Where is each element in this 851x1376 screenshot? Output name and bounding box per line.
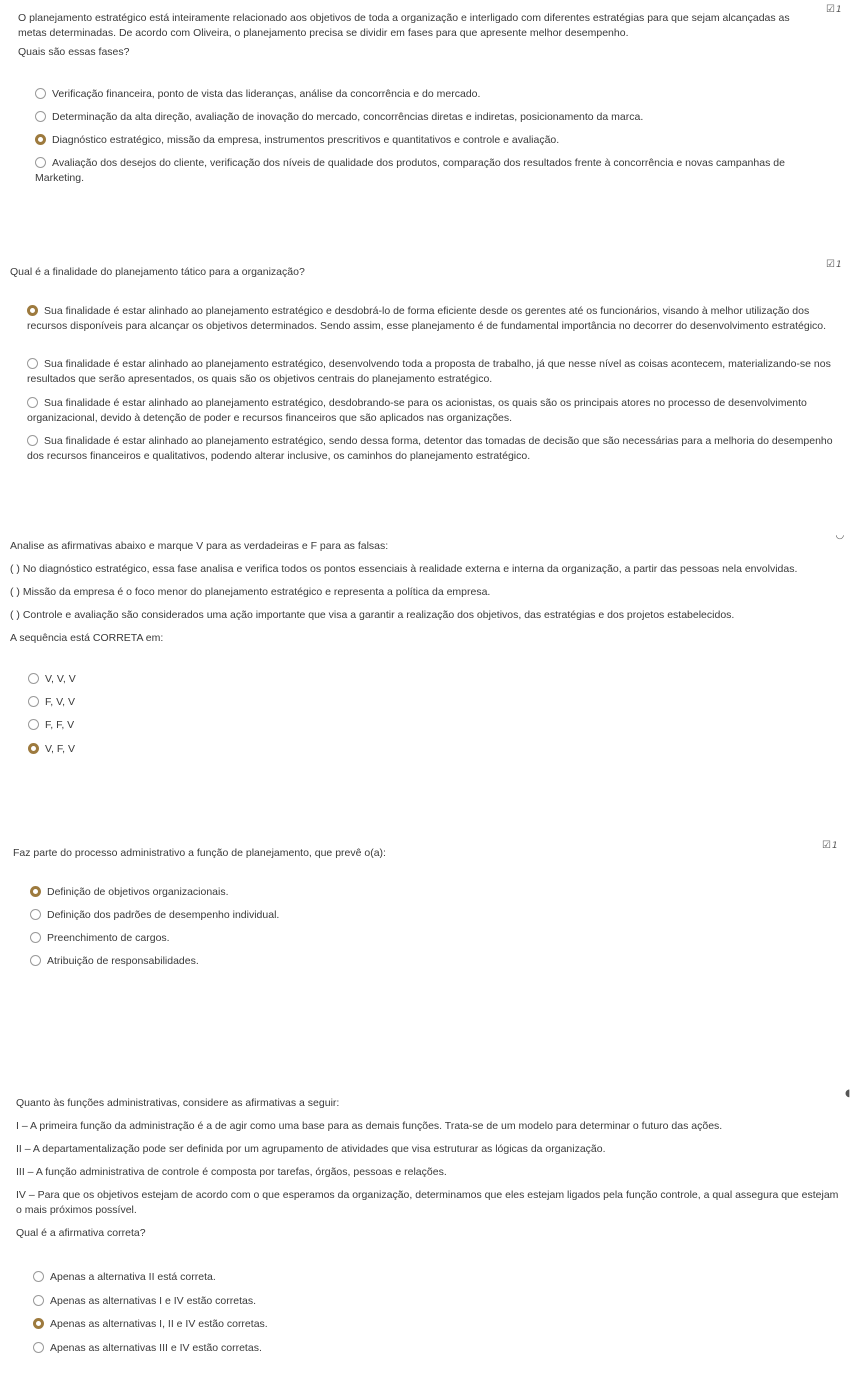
radio-selected-icon[interactable] [33,1318,44,1329]
radio-selected-icon[interactable] [28,743,39,754]
radio-icon[interactable] [30,909,41,920]
q2-option-2[interactable]: Sua finalidade é estar alinhado ao planejamento estratégico, desenvolvendo toda a proposta de trabalho, já que nesse nível as coisas acontecem, materializando-se nos resultados que serão apresentados, os quais são os objetivos centrais do planejamento estratégico. [27,358,831,385]
question-2-score-check-icon: ☑1 [826,259,842,270]
question-4-score-check-icon: ☑1 [822,840,838,851]
radio-icon[interactable] [33,1271,44,1282]
question-5-statement-2: II – A departamentalização pode ser definida por um agrupamento de atividades que visa estruturar as lógicas da organização. [16,1143,606,1155]
q3-option-1[interactable]: V, V, V [28,672,76,687]
q4-option-4[interactable]: Atribuição de responsabilidades. [30,954,199,969]
question-3-partial-check-icon: ◡ [836,530,844,541]
q3-option-2[interactable]: F, V, V [28,695,75,710]
question-3-prompt: A sequência está CORRETA em: [10,632,164,644]
radio-icon[interactable] [35,111,46,122]
radio-selected-icon[interactable] [30,886,41,897]
question-2-stem: Qual é a finalidade do planejamento tático para a organização? [10,266,305,278]
radio-icon[interactable] [30,955,41,966]
q5-option-2[interactable]: Apenas as alternativas I e IV estão corretas. [33,1294,256,1309]
question-5-statement-1: I – A primeira função da administração é a de agir como uma base para as demais funções. Trata-se de um modelo para determinar o futuro das ações. [16,1120,723,1132]
question-4-stem: Faz parte do processo administrativo a função de planejamento, que prevê o(a): [13,847,386,859]
question-1-stem: O planejamento estratégico está inteiramente relacionado aos objetivos de toda a organização e interligado com diferentes estratégias para que sejam alcançadas as metas determinadas. De acordo com Oliveira, o planejamento precisa se dividir em fases para que apresente melhor desempenho. [18,12,790,39]
question-5-prompt: Qual é a afirmativa correta? [16,1227,146,1239]
question-5-partial-check-icon: ◖ [845,1088,851,1099]
question-3-statement-3: ( ) Controle e avaliação são considerados uma ação importante que visa a garantir a realização dos objetivos, das estratégias e dos projetos estabelecidos. [10,609,735,621]
q1-option-3-selected[interactable]: Diagnóstico estratégico, missão da empresa, instrumentos prescritivos e quantitativos e controle e avaliação. [35,133,805,148]
q1-option-4[interactable]: Avaliação dos desejos do cliente, verificação dos níveis de qualidade dos produtos, comparação dos resultados frente à concorrência e novas campanhas de Marketing. [35,157,785,184]
question-3-statement-1: ( ) No diagnóstico estratégico, essa fase analisa e verifica todos os pontos essenciais à realidade externa e interna da organização, a partir das pessoas nela envolvidas. [10,563,798,575]
radio-selected-icon[interactable] [27,305,38,316]
radio-icon[interactable] [28,719,39,730]
radio-selected-icon[interactable] [35,134,46,145]
radio-icon[interactable] [28,673,39,684]
question-4 [13,846,813,861]
radio-icon[interactable] [27,435,38,446]
q5-option-1[interactable]: Apenas a alternativa II está correta. [33,1270,216,1285]
q2-option-3[interactable]: Sua finalidade é estar alinhado ao planejamento estratégico, desdobrando-se para os acionistas, os quais são os principais atores no processo de desenvolvimento organizacional, devido à detenção de poder e recursos financeiros que são aplicados nas organizações. [27,397,807,424]
radio-icon[interactable] [35,157,46,168]
question-3-statement-2: ( ) Missão da empresa é o foco menor do planejamento estratégico e representa a política da empresa. [10,586,491,598]
q3-option-3[interactable]: F, F, V [28,718,74,733]
radio-icon[interactable] [27,397,38,408]
q5-option-3-selected[interactable]: Apenas as alternativas I, II e IV estão corretas. [33,1317,268,1332]
q4-option-2[interactable]: Definição dos padrões de desempenho individual. [30,908,279,923]
question-1-prompt: Quais são essas fases? [18,46,130,58]
q4-option-3[interactable]: Preenchimento de cargos. [30,931,170,946]
q2-option-4[interactable]: Sua finalidade é estar alinhado ao planejamento estratégico, sendo dessa forma, detentor das tomadas de decisão que são necessárias para a melhoria do desempenho dos recursos financeiros e qualitativos, podendo alterar inclusive, os caminhos do planejamento estratégico. [27,435,833,462]
question-3-stem: Analise as afirmativas abaixo e marque V para as verdadeiras e F para as falsas: [10,540,389,552]
question-2 [10,265,810,280]
q2-option-1-selected[interactable]: Sua finalidade é estar alinhado ao planejamento estratégico e desdobrá-lo de forma eficiente desde os gerentes até os funcionários, visando à melhor utilização dos recursos disponíveis para alcançar os objetivos determinados. Sendo assim, esse planejamento é de fundamental importância no decorrer do desenvolvimento estratégico. [27,305,827,332]
question-1 [18,11,818,60]
radio-icon[interactable] [35,88,46,99]
q5-option-4[interactable]: Apenas as alternativas III e IV estão corretas. [33,1341,262,1356]
radio-icon[interactable] [27,358,38,369]
question-5-statement-4: IV – Para que os objetivos estejam de acordo com o que esperamos da organização, determinamos que eles estejam ligados pela função controle, a qual assegura que estejam o mais próximos possível. [16,1189,839,1216]
radio-icon[interactable] [28,696,39,707]
question-5-statement-3: III – A função administrativa de controle é composta por tarefas, órgãos, pessoas e relações. [16,1166,447,1178]
question-1-score-check-icon: ☑1 [826,4,842,15]
question-3 [10,539,845,646]
radio-icon[interactable] [33,1295,44,1306]
q4-option-1-selected[interactable]: Definição de objetivos organizacionais. [30,885,229,900]
question-5-stem: Quanto às funções administrativas, considere as afirmativas a seguir: [16,1097,340,1109]
question-5 [16,1096,841,1241]
q1-option-1[interactable]: Verificação financeira, ponto de vista das lideranças, análise da concorrência e do mercado. [35,87,805,102]
radio-icon[interactable] [33,1342,44,1353]
q3-option-4-selected[interactable]: V, F, V [28,742,75,757]
q1-option-2[interactable]: Determinação da alta direção, avaliação de inovação do mercado, concorrências diretas e indiretas, posicionamento da marca. [35,110,805,125]
radio-icon[interactable] [30,932,41,943]
